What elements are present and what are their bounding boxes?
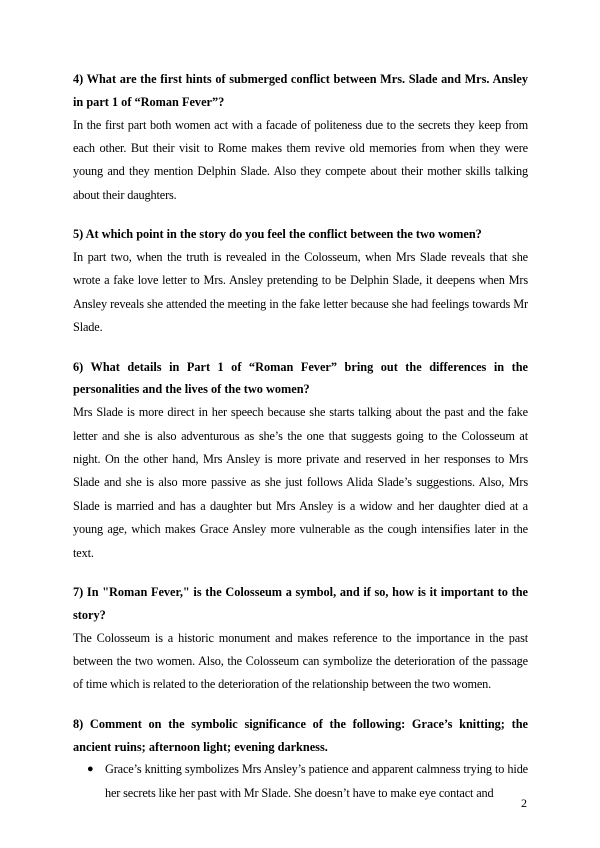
question-heading: 7) In "Roman Fever," is the Colosseum a symbol, and if so, how is it important to the story? — [73, 585, 528, 622]
bullet-list — [73, 758, 528, 805]
question-heading: 4) What are the first hints of submerged conflict between Mrs. Slade and Mrs. Ansley in part 1 of “Roman Fever”? — [73, 72, 528, 109]
section-q4 — [73, 68, 528, 207]
page-number: 2 — [521, 796, 527, 810]
answer-paragraph: In the first part both women act with a facade of politeness due to the secrets they keep from each other. But their visit to Rome makes them revive old memories from when they were young and they mention Delphin Slade. Also they compete about their mother skills talking about their daughters. — [73, 117, 528, 202]
section-q6 — [73, 356, 528, 565]
list-item — [73, 758, 528, 805]
bullet-icon: ● — [87, 763, 94, 776]
section-q7 — [73, 581, 528, 697]
section-q8 — [73, 713, 528, 805]
answer-paragraph: Mrs Slade is more direct in her speech because she starts talking about the past and the fake letter and she is also adventurous as she’s the one that suggests going to the Colosseum at night. On the other hand, Mrs Ansley is more private and reserved in her responses to Mrs Slade and she is also more passive as she just follows Alida Slade’s suggestions. Also, Mrs Slade is married and has a daughter but Mrs Ansley is a widow and her daughter died at a young age, which makes Grace Ansley more vulnerable as the cough intensifies later in the text. — [73, 405, 528, 560]
bullet-text: Grace’s knitting symbolizes Mrs Ansley’s patience and apparent calmness trying to hide her secrets like her past with Mr Slade. She doesn’t have to make eye contact and — [105, 762, 528, 800]
question-heading: 8) Comment on the symbolic significance of the following: Grace’s knitting; the ancient ruins; afternoon light; evening darkness. — [73, 716, 528, 754]
section-q5 — [73, 223, 528, 339]
question-heading: 6) What details in Part 1 of “Roman Fever” bring out the differences in the personalities and the lives of the two women? — [73, 359, 528, 397]
question-heading: 5) At which point in the story do you feel the conflict between the two women? — [73, 227, 482, 242]
answer-paragraph: In part two, when the truth is revealed in the Colosseum, when Mrs Slade reveals that she wrote a fake love letter to Mrs. Ansley pretending to be Delphin Slade, it deepens when Mrs Ansley reveals she attended the meeting in the fake letter because she had feelings towards Mr Slade. — [73, 250, 528, 335]
answer-paragraph: The Colosseum is a historic monument and makes reference to the importance in the past between the two women. Also, the Colosseum can symbolize the deterioration of the passage of time which is related to the deterioration of the relationship between the two women. — [73, 630, 528, 692]
